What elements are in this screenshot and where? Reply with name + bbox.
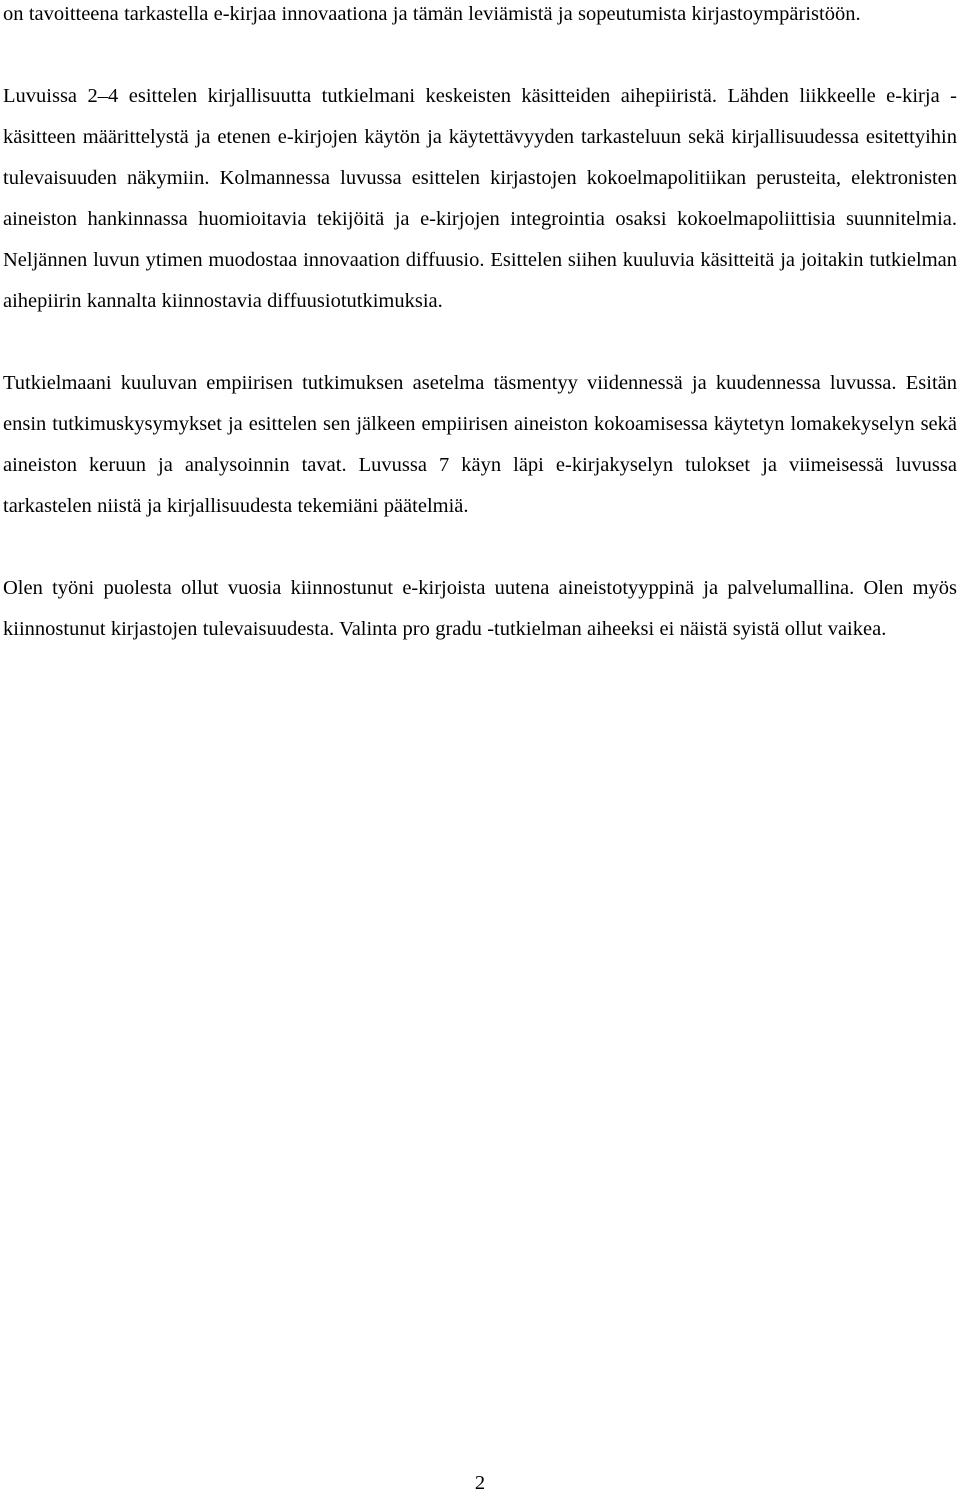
paragraph-chapters-5-7: Tutkielmaani kuuluvan empiirisen tutkimuksen asetelma täsmentyy viidennessä ja kuudennessa luvussa. Esitän ensin tutkimuskysymykset ja esittelen sen jälkeen empiirisen aineiston kokoamisessa käytetyn lomakekyselyn sekä aineiston keruun ja analysoinnin tavat. Luvussa 7 käyn läpi e-kirjakyselyn tulokset ja viimeisessä luvussa tarkastelen niistä ja kirjallisuudesta tekemiäni päätelmiä. (3, 372, 957, 517)
document-page (3, 0, 957, 650)
page-number: 2 (474, 1472, 486, 1494)
paragraph-chapters-2-4: Luvuissa 2–4 esittelen kirjallisuutta tutkielmani keskeisten käsitteiden aihepiiristä. Lähden liikkeelle e-kirja -käsitteen määrittelystä ja etenen e-kirjojen käytön ja käytettävyyden tarkasteluun sekä kirjallisuudessa esitettyihin tulevaisuuden näkymiin. Kolmannessa luvussa esittelen kirjastojen kokoelmapolitiikan perusteita, elektronisten aineiston hankinnassa huomioitavia tekijöitä ja e-kirjojen integrointia osaksi kokoelmapoliittisia suunnitelmia. Neljännen luvun ytimen muodostaa innovaation diffuusio. Esittelen siihen kuuluvia käsitteitä ja joitakin tutkielman aihepiirin kannalta kiinnostavia diffuusiotutkimuksia. (3, 85, 957, 312)
paragraph-motivation: Olen työni puolesta ollut vuosia kiinnostunut e-kirjoista uutena aineistotyyppinä ja palvelumallina. Olen myös kiinnostunut kirjastojen tulevaisuudesta. Valinta pro gradu -tutkielman aiheeksi ei näistä syistä ollut vaikea. (3, 577, 957, 640)
paragraph-intro-continuation: on tavoitteena tarkastella e-kirjaa innovaationa ja tämän leviämistä ja sopeutumista kirjastoympäristöön. (3, 3, 861, 25)
